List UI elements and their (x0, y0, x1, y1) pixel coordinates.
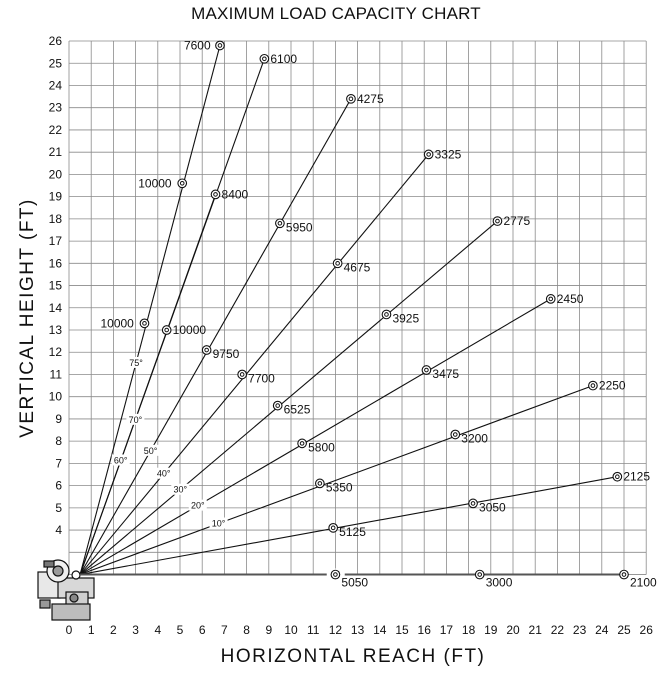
load-point-marker (333, 259, 342, 268)
load-label: 3925 (392, 311, 420, 326)
y-tick-label: 14 (48, 300, 62, 315)
x-tick-label: 9 (265, 623, 273, 637)
y-tick-label: 19 (48, 189, 62, 204)
load-point-marker (216, 41, 225, 50)
angle-label-text: 30° (173, 484, 188, 495)
angle-label (210, 518, 228, 529)
marker-inner-ring (478, 573, 482, 577)
load-point-marker (276, 219, 285, 228)
load-point-marker (260, 55, 269, 64)
x-tick-label: 8 (243, 623, 250, 637)
load-point-marker (140, 319, 149, 328)
load-point-marker (347, 95, 356, 104)
load-label: 7600 (183, 38, 211, 53)
y-tick-label: 9 (55, 411, 62, 426)
marker-inner-ring (549, 297, 553, 301)
boom-line (80, 99, 351, 575)
y-tick-label: 26 (48, 34, 62, 49)
load-labels (100, 38, 657, 589)
y-tick-label: 21 (48, 145, 62, 160)
marker-inner-ring (453, 433, 457, 437)
x-tick-label: 5 (176, 623, 184, 637)
angle-label-text: 40° (156, 468, 171, 479)
marker-inner-ring (622, 573, 626, 577)
x-axis-title: HORIZONTAL REACH (FT) (220, 646, 486, 667)
x-tick-label: 4 (154, 623, 162, 637)
load-point-marker (273, 401, 282, 410)
y-tick-label: 17 (48, 234, 62, 249)
y-tick-label: 23 (48, 100, 62, 115)
x-tick-label: 25 (617, 623, 631, 637)
marker-inner-ring (276, 404, 280, 408)
x-tick-label: 18 (461, 623, 476, 637)
x-tick-label: 24 (595, 623, 609, 637)
x-tick-label: 16 (417, 623, 431, 637)
marker-inner-ring (591, 384, 595, 388)
y-tick-labels (49, 34, 63, 537)
load-point-marker (202, 346, 211, 355)
marker-inner-ring (180, 181, 184, 185)
x-tick-label: 22 (550, 623, 565, 637)
marker-inner-ring (205, 348, 209, 352)
load-label: 4675 (343, 260, 371, 275)
load-label: 10000 (138, 176, 172, 191)
marker-inner-ring (471, 502, 475, 506)
y-tick-label: 25 (48, 56, 62, 71)
marker-inner-ring (300, 442, 304, 446)
load-label: 3200 (461, 431, 488, 446)
x-tick-label: 10 (284, 623, 298, 637)
boom-line (80, 45, 220, 574)
marker-inner-ring (425, 368, 429, 372)
marker-inner-ring (165, 328, 169, 332)
y-tick-label: 8 (55, 434, 62, 449)
load-point-marker (238, 370, 247, 379)
x-tick-labels (66, 623, 654, 637)
boom-lines (80, 45, 624, 574)
marker-inner-ring (143, 322, 147, 326)
load-label: 2775 (503, 214, 531, 229)
angle-label (142, 445, 160, 456)
x-tick-label: 0 (65, 623, 73, 637)
x-tick-label: 7 (221, 623, 228, 637)
marker-inner-ring (334, 573, 338, 577)
y-tick-label: 22 (48, 122, 62, 137)
y-tick-label: 4 (55, 523, 62, 538)
load-point-marker (331, 570, 340, 579)
marker-inner-ring (263, 57, 267, 61)
angle-label-text: 75° (129, 357, 143, 368)
x-tick-label: 1 (87, 623, 95, 637)
x-tick-label: 13 (350, 623, 365, 637)
angle-label (127, 357, 145, 368)
angle-label (189, 500, 207, 511)
load-label: 3000 (485, 575, 513, 590)
load-point-marker (613, 472, 622, 481)
y-tick-label: 5 (55, 500, 62, 515)
marker-inner-ring (240, 373, 244, 377)
load-label: 4275 (356, 91, 384, 106)
load-label: 5050 (341, 575, 369, 590)
load-point-marker (475, 570, 484, 579)
marker-inner-ring (336, 262, 340, 266)
x-tick-label: 12 (328, 623, 343, 637)
marker-inner-ring (349, 97, 353, 101)
angle-label (112, 455, 130, 466)
load-point-marker (451, 430, 460, 439)
load-label: 9750 (212, 347, 240, 362)
angle-label (155, 468, 173, 479)
load-label: 5125 (339, 524, 366, 539)
marker-inner-ring (427, 153, 431, 157)
x-tick-label: 11 (306, 623, 320, 637)
load-point-marker (493, 217, 502, 226)
load-point-marker (469, 499, 478, 508)
load-label: 5350 (325, 480, 353, 495)
marker-inner-ring (496, 219, 500, 223)
load-label: 3475 (432, 367, 460, 382)
x-tick-label: 21 (528, 623, 542, 637)
load-point-marker (589, 381, 598, 390)
load-point-marker (162, 326, 171, 335)
marker-inner-ring (331, 526, 335, 530)
y-tick-label: 18 (48, 211, 62, 226)
chart-title: MAXIMUM LOAD CAPACITY CHART (191, 4, 481, 23)
y-tick-label: 16 (48, 256, 62, 271)
load-points (140, 41, 628, 579)
load-label: 3325 (434, 147, 462, 162)
load-point-marker (316, 479, 325, 488)
load-label: 10000 (100, 316, 134, 331)
load-label: 3050 (479, 500, 506, 515)
load-label: 2125 (623, 469, 651, 484)
y-tick-label: 20 (48, 167, 62, 182)
angle-label-text: 50° (143, 445, 158, 456)
grid-layer (69, 41, 646, 575)
load-point-marker (298, 439, 307, 448)
marker-inner-ring (218, 44, 222, 48)
angle-label (126, 414, 144, 425)
load-point-marker (620, 570, 629, 579)
x-tick-label: 17 (439, 623, 454, 637)
load-label: 2450 (556, 291, 584, 306)
y-axis-title: VERTICAL HEIGHT (FT) (17, 198, 38, 438)
y-tick-label: 11 (49, 367, 62, 382)
angle-label-text: 10° (211, 518, 226, 529)
y-tick-label: 6 (55, 478, 62, 493)
x-tick-label: 3 (132, 623, 139, 637)
x-tick-label: 2 (110, 623, 117, 637)
angle-label (171, 484, 189, 495)
y-tick-label: 7 (55, 456, 62, 471)
load-label: 8400 (221, 187, 249, 202)
y-tick-label: 12 (48, 345, 62, 360)
load-label: 10000 (172, 323, 207, 338)
angle-label-text: 60° (113, 455, 128, 466)
marker-inner-ring (318, 482, 322, 486)
marker-inner-ring (278, 222, 282, 226)
load-label: 2250 (598, 378, 626, 393)
marker-inner-ring (214, 193, 218, 197)
x-tick-label: 26 (639, 623, 653, 637)
load-point-marker (178, 179, 187, 188)
load-label: 5950 (285, 220, 313, 235)
y-tick-label: 15 (48, 278, 62, 293)
marker-inner-ring (616, 475, 620, 479)
y-tick-label: 10 (48, 389, 62, 404)
angle-label-text: 20° (190, 500, 205, 511)
load-point-marker (382, 310, 391, 319)
load-label: 6525 (283, 402, 311, 417)
load-point-marker (329, 524, 338, 533)
x-tick-label: 15 (395, 623, 409, 637)
crane-base-illustration (38, 560, 94, 620)
y-tick-label: 24 (48, 78, 62, 93)
x-tick-label: 23 (572, 623, 587, 637)
x-tick-label: 14 (373, 623, 387, 637)
load-point-marker (424, 150, 433, 159)
angle-labels (112, 357, 345, 580)
load-point-marker (546, 295, 555, 304)
x-tick-label: 19 (484, 623, 498, 637)
load-label: 2100 (630, 575, 657, 590)
load-label: 6100 (270, 51, 298, 66)
marker-inner-ring (385, 313, 389, 317)
x-tick-label: 6 (198, 623, 206, 637)
angle-label-text: 70° (128, 414, 143, 425)
load-point-marker (422, 366, 431, 375)
load-point-marker (211, 190, 220, 199)
load-label: 5800 (308, 440, 335, 455)
load-label: 7700 (248, 371, 275, 386)
x-tick-label: 20 (506, 623, 520, 637)
y-tick-label: 13 (48, 323, 62, 338)
